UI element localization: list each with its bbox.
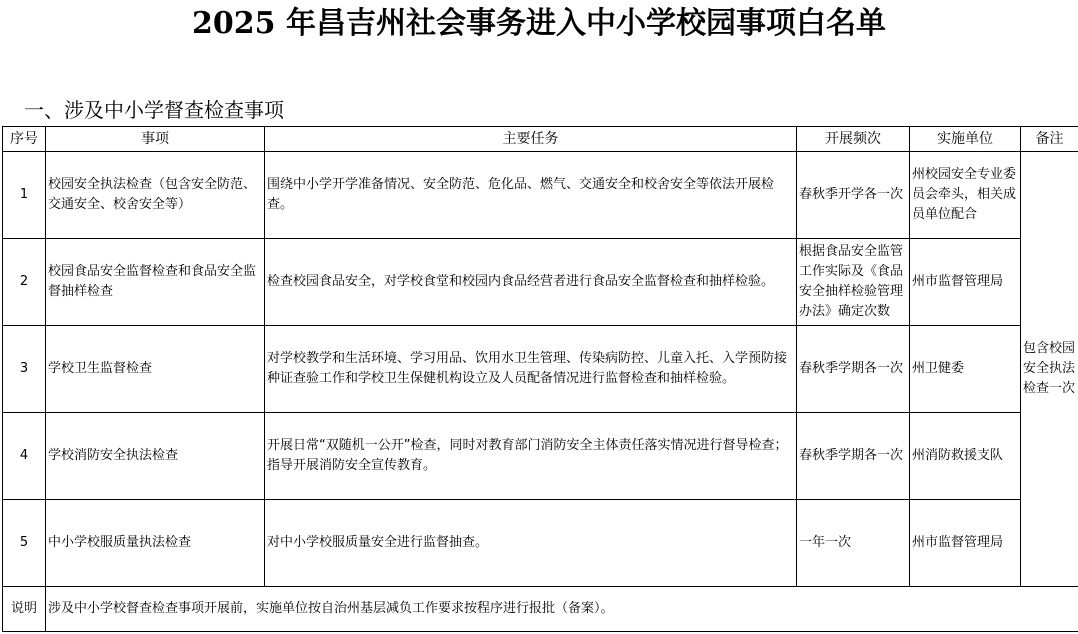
table-row bbox=[3, 239, 1078, 326]
cell-task: 开展日常“双随机一公开”检查，同时对教育部门消防安全主体责任落实情况进行督导检查；指导开展消防安全宣传教育。 bbox=[265, 413, 797, 500]
header-item: 事项 bbox=[46, 127, 265, 152]
cell-task: 对学校教学和生活环境、学习用品、饮用水卫生管理、传染病防控、儿童入托、入学预防接种证查验工作和学校卫生保健机构设立及人员配备情况进行监督检查和抽样检验。 bbox=[265, 326, 797, 413]
cell-frequency: 春秋季开学各一次 bbox=[797, 152, 910, 239]
table-header-row bbox=[3, 127, 1078, 152]
table-row bbox=[3, 413, 1078, 500]
header-seq: 序号 bbox=[3, 127, 46, 152]
cell-task: 对中小学校服质量安全进行监督抽查。 bbox=[265, 500, 797, 587]
header-unit: 实施单位 bbox=[910, 127, 1021, 152]
cell-unit: 州市监督管理局 bbox=[910, 239, 1021, 326]
document-title: 2025 年昌吉州社会事务进入中小学校园事项白名单 bbox=[192, 6, 886, 41]
whitelist-table bbox=[2, 126, 1078, 632]
cell-item: 校园食品安全监督检查和食品安全监督抽样检查 bbox=[46, 239, 265, 326]
cell-seq: 3 bbox=[3, 326, 46, 413]
cell-task: 围绕中小学开学准备情况、安全防范、危化品、燃气、交通安全和校舍安全等依法开展检查。 bbox=[265, 152, 797, 239]
cell-remark-merged: 包含校园安全执法检查一次 bbox=[1021, 152, 1078, 587]
header-task: 主要任务 bbox=[265, 127, 797, 152]
cell-task: 检查校园食品安全，对学校食堂和校园内食品经营者进行食品安全监督检查和抽样检验。 bbox=[265, 239, 797, 326]
cell-item: 学校消防安全执法检查 bbox=[46, 413, 265, 500]
note-text: 涉及中小学校督查检查事项开展前，实施单位按自治州基层减负工作要求按程序进行报批（备案）。 bbox=[46, 587, 1078, 632]
cell-item: 校园安全执法检查（包含安全防范、交通安全、校舍安全等） bbox=[46, 152, 265, 239]
cell-unit: 州校园安全专业委员会牵头，相关成员单位配合 bbox=[910, 152, 1021, 239]
cell-seq: 5 bbox=[3, 500, 46, 587]
cell-seq: 1 bbox=[3, 152, 46, 239]
section-heading: 一、涉及中小学督查检查事项 bbox=[24, 98, 284, 122]
cell-frequency: 一年一次 bbox=[797, 500, 910, 587]
cell-unit: 州市监督管理局 bbox=[910, 500, 1021, 587]
table-row bbox=[3, 500, 1078, 587]
table-row bbox=[3, 152, 1078, 239]
note-row bbox=[3, 587, 1078, 632]
cell-frequency: 春秋季学期各一次 bbox=[797, 413, 910, 500]
note-label: 说明 bbox=[3, 587, 46, 632]
header-remark: 备注 bbox=[1021, 127, 1078, 152]
cell-frequency: 春秋季学期各一次 bbox=[797, 326, 910, 413]
cell-item: 中小学校服质量执法检查 bbox=[46, 500, 265, 587]
cell-frequency: 根据食品安全监管工作实际及《食品安全抽样检验管理办法》确定次数 bbox=[797, 239, 910, 326]
cell-unit: 州消防救援支队 bbox=[910, 413, 1021, 500]
cell-unit: 州卫健委 bbox=[910, 326, 1021, 413]
cell-seq: 4 bbox=[3, 413, 46, 500]
header-frequency: 开展频次 bbox=[797, 127, 910, 152]
cell-seq: 2 bbox=[3, 239, 46, 326]
cell-item: 学校卫生监督检查 bbox=[46, 326, 265, 413]
table-row bbox=[3, 326, 1078, 413]
